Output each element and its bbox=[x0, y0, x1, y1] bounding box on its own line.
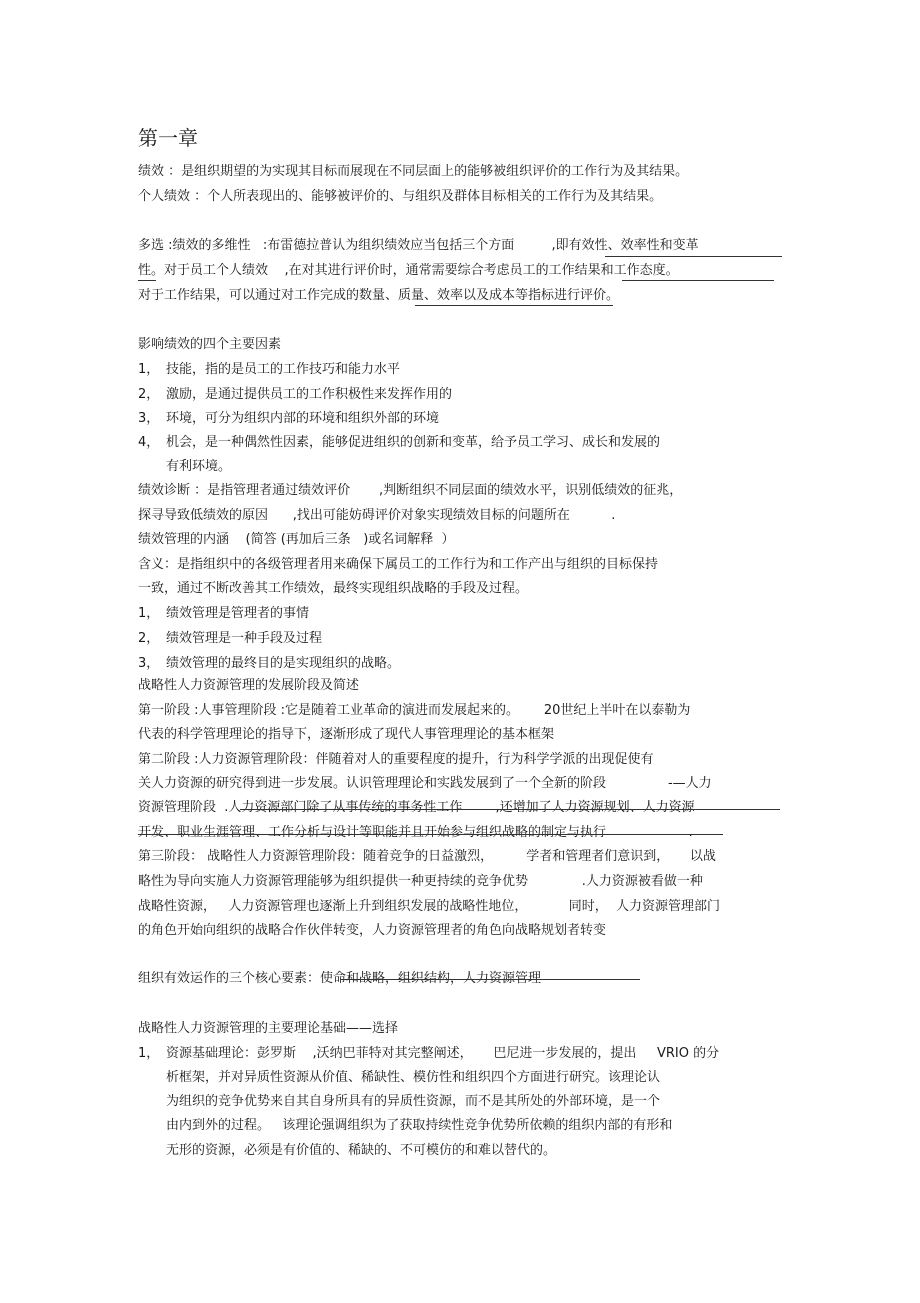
definition-individual-performance: 个人绩效 ：个人所表现出的、能够被评价的、与组织及群体目标相关的工作行为及其结果。 bbox=[138, 189, 663, 204]
strikethrough-line bbox=[240, 809, 780, 810]
definition-performance: 绩效 ：是组织期望的为实现其目标而展现在不同层面上的能够被组织评价的工作行为及其结果。 bbox=[138, 164, 689, 179]
stage-2-line-3: 资源管理阶段 .人力资源部门除了从事传统的事务性工作 ,还增加了人力资源规划、人力资源 bbox=[138, 800, 695, 815]
theory-line-3: 为组织的竞争优势来自其自身所具有的异质性资源，而不是其所处的外部环境，是一个 bbox=[166, 1094, 661, 1109]
list-number: 2， bbox=[138, 387, 160, 402]
underline bbox=[622, 280, 774, 281]
stage-2-line-2: 关人力资源的研究得到进一步发展。认识管理理论和实践发展到了一个全新的阶段 -—人力 bbox=[138, 776, 712, 791]
underline bbox=[415, 305, 613, 306]
list-number: 1， bbox=[138, 362, 160, 377]
pm-meaning-line-2: 一致，通过不断改善其工作绩效，最终实现组织战略的手段及过程。 bbox=[138, 581, 529, 596]
stage-2-line-1: 第二阶段 :人力资源管理阶段：伴随着对人的重要程度的提升，行为科学学派的出现促使有 bbox=[138, 752, 654, 767]
chapter-title: 第一章 bbox=[138, 126, 198, 150]
strikethrough-line bbox=[340, 979, 640, 980]
multi-choice-line-2: 性。对于员工个人绩效 ,在对其进行评价时，通常需要综合考虑员工的工作结果和工作态度。 bbox=[138, 263, 679, 278]
list-number: 1， bbox=[138, 606, 160, 621]
stage-3-line-4: 的角色开始向组织的战略合作伙伴转变，人力资源管理者的角色向战略规划者转变 bbox=[138, 923, 607, 938]
theory-line-5: 无形的资源，必须是有价值的、稀缺的、不可模仿的和难以替代的。 bbox=[166, 1143, 557, 1158]
pm-meaning-line-1: 含义：是指组织中的各级管理者用来确保下属员工的工作行为和工作产出与组织的目标保持 bbox=[138, 557, 659, 572]
stage-3-line-1: 第三阶段： 战略性人力资源管理阶段：随着竞争的日益激烈， 学者和管理者们意识到， 以战 bbox=[138, 849, 716, 864]
strikethrough-line bbox=[138, 834, 723, 835]
underline bbox=[605, 256, 782, 257]
underline bbox=[138, 280, 156, 281]
list-number: 3， bbox=[138, 656, 160, 671]
list-number: 2， bbox=[138, 631, 160, 646]
list-item-continuation: 有利环境。 bbox=[166, 459, 232, 474]
list-item: 绩效管理的最终目的是实现组织的战略。 bbox=[166, 656, 401, 671]
factors-heading: 影响绩效的四个主要因素 bbox=[138, 337, 282, 352]
stage-3-line-2: 略性为导向实施人力资源管理能够为组织提供一种更持续的竞争优势 .人力资源被看做一种 bbox=[138, 874, 703, 889]
theory-line-4: 由内到外的过程。 该理论强调组织为了获取持续性竞争优势所依赖的组织内部的有形和 bbox=[166, 1118, 673, 1133]
stage-3-line-3: 战略性资源， 人力资源管理也逐渐上升到组织发展的战略性地位， 同时， 人力资源管理部门 bbox=[138, 899, 720, 914]
theory-line-2: 析框架，并对异质性资源从价值、稀缺性、模仿性和组织四个方面进行研究。该理论认 bbox=[166, 1070, 661, 1085]
stage-2-line-4: 开发、职业生涯管理、工作分析与设计等职能并且开始参与组织战略的制定与执行 . bbox=[138, 825, 693, 840]
theory-heading: 战略性人力资源管理的主要理论基础——选择 bbox=[138, 1021, 399, 1036]
stages-heading: 战略性人力资源管理的发展阶段及简述 bbox=[138, 678, 360, 693]
stage-1-line-2: 代表的科学管理理论的指导下，逐渐形成了现代人事管理理论的基本框架 bbox=[138, 727, 555, 742]
multi-choice-line-1: 多选 :绩效的多维性 :布雷德拉普认为组织绩效应当包括三个方面 ,即有效性、效率性和变革 bbox=[138, 238, 699, 253]
list-item: 环境，可分为组织内部的环境和组织外部的环境 bbox=[166, 411, 440, 426]
diagnosis-line-2: 探寻导致低绩效的原因 ,找出可能妨碍评价对象实现绩效目标的问题所在 . bbox=[138, 508, 616, 523]
pm-connotation-heading: 绩效管理的内涵 (简答 (再加后三条 )或名词解释 ） bbox=[138, 532, 455, 547]
core-elements: 组织有效运作的三个核心要素：使命和战略，组织结构，人力资源管理 bbox=[138, 971, 542, 986]
list-item: 绩效管理是一种手段及过程 bbox=[166, 631, 323, 646]
list-number: 1， bbox=[138, 1046, 160, 1061]
list-number: 4， bbox=[138, 435, 160, 450]
list-item: 绩效管理是管理者的事情 bbox=[166, 606, 310, 621]
list-number: 3， bbox=[138, 411, 160, 426]
diagnosis-line-1: 绩效诊断 ：是指管理者通过绩效评价 ,判断组织不同层面的绩效水平，识别低绩效的征兆， bbox=[138, 483, 683, 498]
stage-1-line-1: 第一阶段 :人事管理阶段 :它是随着工业革命的演进而发展起来的。 20世纪上半叶在以泰勒为 bbox=[138, 703, 691, 718]
multi-choice-line-3: 对于工作结果，可以通过对工作完成的数量、质量、效率以及成本等指标进行评价。 bbox=[138, 288, 620, 303]
list-item: 激励，是通过提供员工的工作积极性来发挥作用的 bbox=[166, 387, 453, 402]
list-item: 技能，指的是员工的工作技巧和能力水平 bbox=[166, 362, 401, 377]
theory-line-1: 资源基础理论：彭罗斯 ,沃纳巴菲特对其完整阐述， 巴尼进一步发展的，提出 VRIO 的分 bbox=[166, 1046, 720, 1061]
list-item: 机会，是一种偶然性因素，能够促进组织的创新和变革，给予员工学习、成长和发展的 bbox=[166, 435, 661, 450]
